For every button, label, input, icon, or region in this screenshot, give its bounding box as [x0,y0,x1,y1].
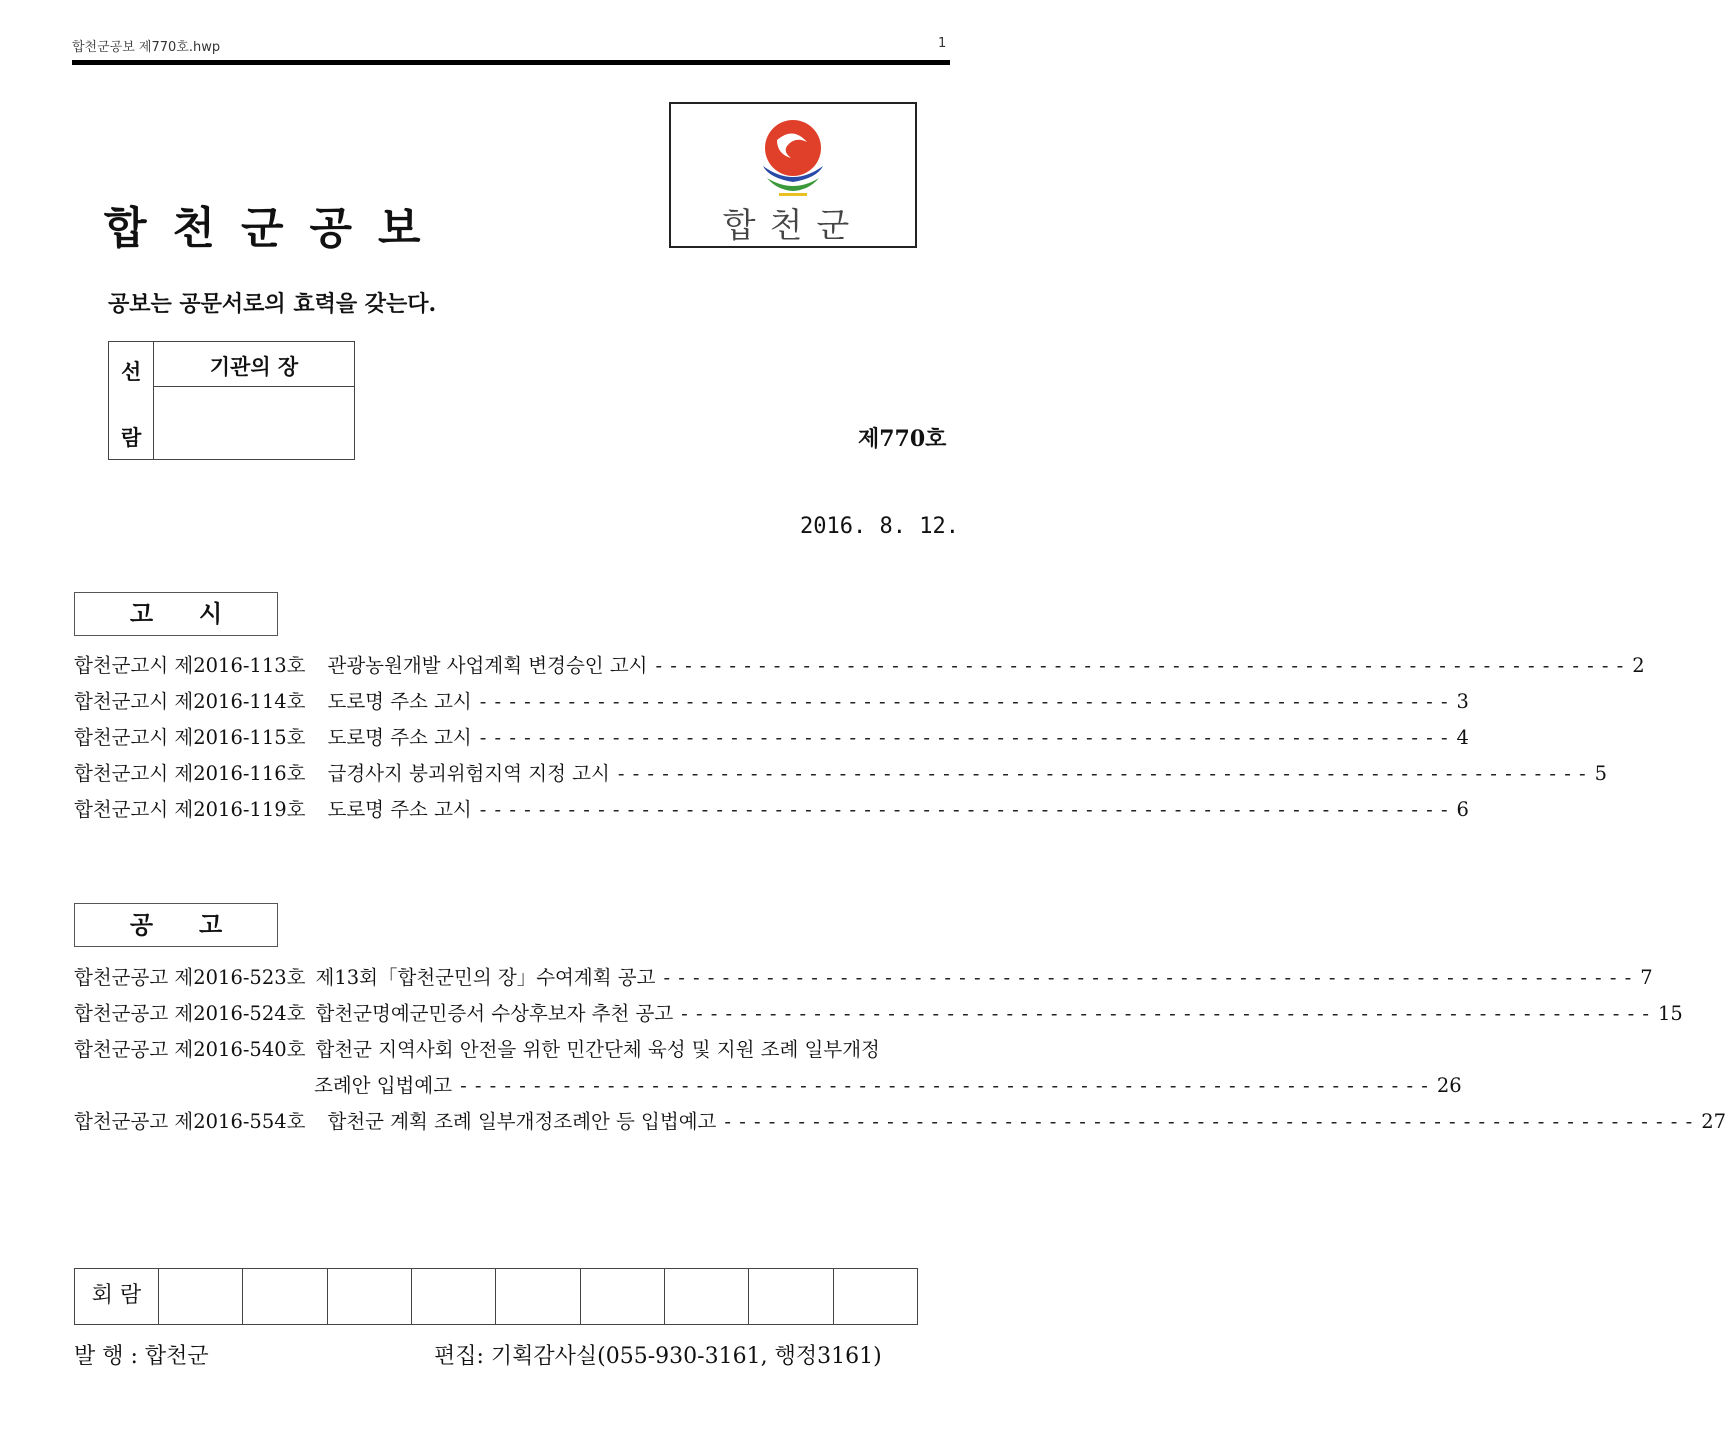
toc-item-title: 합천군명예군민증서 수상후보자 추천 공고 [315,1002,674,1025]
page-title: 합천군공보 [104,203,447,254]
toc-leader: - - - - - - - - - - - - - - - - - - - - - - - - - - - - - - - - - - - - - - - - - - - - - - - - - - - - - - - - - - - - - - - - - - [460,1074,1429,1097]
circulation-table [74,1268,918,1325]
circulation-cell [412,1269,496,1324]
toc-item-page: 5 [1594,762,1608,785]
toc-item-number: 합천군고시 제2016-116호 [74,762,306,785]
editor-contact: 편집: 기획감사실(055-930-3161, 행정3161) [434,1344,882,1369]
toc-item-title: 도로명 주소 고시 [327,726,472,749]
toc-item-continuation[interactable] [314,1070,1462,1100]
toc-item-page: 26 [1436,1074,1462,1097]
circulation-cell [581,1269,665,1324]
toc-item[interactable] [74,722,1469,752]
toc-leader: - - - - - - - - - - - - - - - - - - - - - - - - - - - - - - - - - - - - - - - - - - - - - - - - - - - - - - - - - - - - - - - - - - [655,654,1625,677]
toc-item-number: 합천군공고 제2016-524호 [74,1002,306,1025]
toc-item-page: 2 [1632,654,1645,677]
toc-item-number: 합천군고시 제2016-114호 [74,690,306,713]
toc-item[interactable] [74,758,1608,788]
toc-item-title: 합천군 계획 조례 일부개정조례안 등 입법예고 [327,1110,717,1133]
issue-date: 2016. 8. 12. [800,514,959,539]
issue-number: 제770호 [858,426,947,452]
toc-item[interactable] [74,686,1469,716]
toc-item-title: 도로명 주소 고시 [327,690,472,713]
circulation-label: 회 람 [75,1269,159,1324]
review-box [108,341,355,460]
county-logo [669,102,917,248]
toc-leader: - - - - - - - - - - - - - - - - - - - - - - - - - - - - - - - - - - - - - - - - - - - - - - - - - - - - - - - - - - - - - - - - - - [479,726,1449,749]
circulation-cell [328,1269,412,1324]
review-label-1: 선 [121,359,142,384]
toc-item-page: 6 [1456,798,1469,821]
circulation-cell [665,1269,749,1324]
toc-item-title: 제13회「합천군민의 장」수여계획 공고 [315,966,656,989]
circulation-cell [496,1269,580,1324]
section-heading-announcement: 공고 [74,903,278,947]
toc-item[interactable] [74,962,1653,992]
county-emblem-icon [757,116,829,198]
toc-item-number: 합천군고시 제2016-119호 [74,798,306,821]
toc-leader: - - - - - - - - - - - - - - - - - - - - - - - - - - - - - - - - - - - - - - - - - - - - - - - - - - - - - - - - - - - - - - - - - - [724,1110,1694,1133]
review-label-2: 람 [121,425,142,450]
header-rule [72,60,950,65]
toc-item-number: 합천군공고 제2016-540호 [74,1038,306,1061]
toc-item-page: 7 [1640,966,1653,989]
toc-leader: - - - - - - - - - - - - - - - - - - - - - - - - - - - - - - - - - - - - - - - - - - - - - - - - - - - - - - - - - - - - - - - - - - [479,798,1449,821]
toc-item-number: 합천군공고 제2016-554호 [74,1110,306,1133]
toc-item-title-cont: 조례안 입법예고 [314,1074,453,1097]
toc-item-title: 합천군 지역사회 안전을 위한 민간단체 육성 및 지원 조례 일부개정 [315,1038,880,1061]
toc-leader: - - - - - - - - - - - - - - - - - - - - - - - - - - - - - - - - - - - - - - - - - - - - - - - - - - - - - - - - - - - - - - - - - - [681,1002,1650,1025]
review-header: 기관의 장 [209,354,299,379]
toc-item-page: 15 [1657,1002,1683,1025]
toc-item[interactable] [74,1106,1726,1136]
toc-item-page: 3 [1456,690,1469,713]
toc-item-title: 급경사지 붕괴위험지역 지정 고시 [327,762,610,785]
publisher: 발 행 : 합천군 [74,1344,209,1369]
review-divider [154,386,354,387]
circulation-cell [243,1269,327,1324]
toc-item[interactable] [74,1034,944,1064]
circulation-cell [159,1269,243,1324]
section-heading-notice: 고시 [74,592,278,636]
toc-item-number: 합천군고시 제2016-115호 [74,726,306,749]
toc-item-title: 도로명 주소 고시 [327,798,472,821]
toc-leader: - - - - - - - - - - - - - - - - - - - - - - - - - - - - - - - - - - - - - - - - - - - - - - - - - - - - - - - - - - - - - - - - - - [617,762,1587,785]
page-number: 1 [938,36,947,51]
file-name: 합천군공보 제770호.hwp [72,40,221,55]
toc-leader: - - - - - - - - - - - - - - - - - - - - - - - - - - - - - - - - - - - - - - - - - - - - - - - - - - - - - - - - - - - - - - - - - - [479,690,1449,713]
circulation-cell [749,1269,833,1324]
logo-text: 합천군 [722,206,864,246]
toc-item[interactable] [74,998,1683,1028]
toc-item[interactable] [74,794,1469,824]
toc-item[interactable] [74,650,1645,680]
toc-item-number: 합천군공고 제2016-523호 [74,966,306,989]
circulation-cell [834,1269,917,1324]
toc-item-page: 4 [1456,726,1469,749]
toc-leader: - - - - - - - - - - - - - - - - - - - - - - - - - - - - - - - - - - - - - - - - - - - - - - - - - - - - - - - - - - - - - - - - - - [663,966,1633,989]
toc-item-title: 관광농원개발 사업계획 변경승인 고시 [327,654,648,677]
subtitle: 공보는 공문서로의 효력을 갖는다. [108,291,437,317]
toc-item-number: 합천군고시 제2016-113호 [74,654,306,677]
toc-item-page: 27 [1701,1110,1726,1133]
